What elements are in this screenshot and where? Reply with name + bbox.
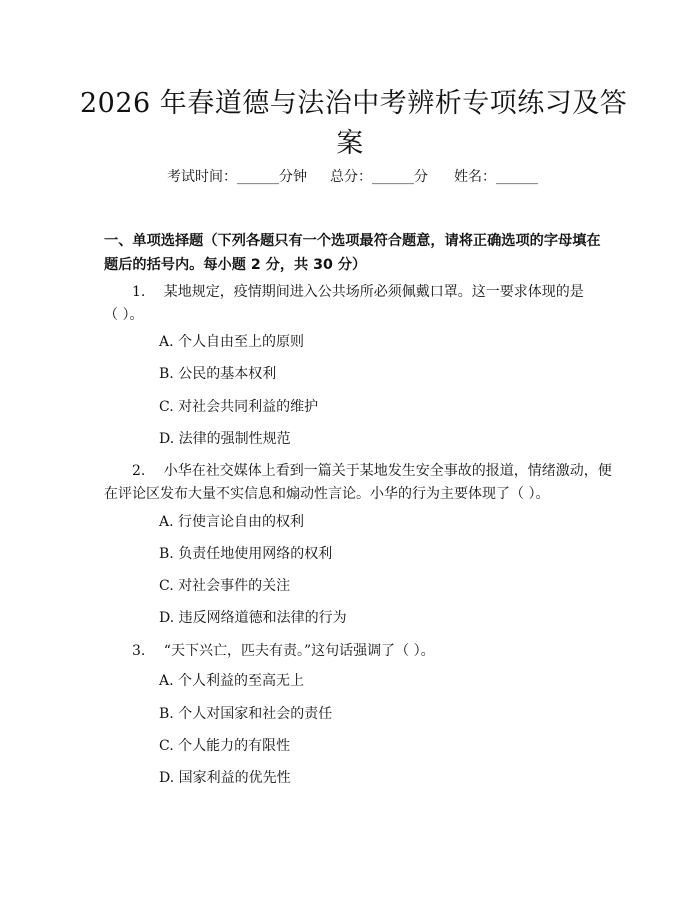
question-3-option-a: A. 个人利益的至高无上 bbox=[159, 673, 305, 689]
question-3-option-d: D. 国家利益的优先性 bbox=[159, 770, 291, 786]
section-heading bbox=[104, 229, 601, 277]
question-1-option-a: A. 个人自由至上的原则 bbox=[159, 334, 305, 350]
exam-time-field: 考试时间：______分钟 bbox=[167, 169, 307, 185]
question-2-stem: 2. 小华在社交媒体上看到一篇关于某地发生安全事故的报道，情绪激动，便 bbox=[132, 463, 612, 479]
question-3-stem: 3. “天下兴亡，匹夫有责。”这句话强调了（ ）。 bbox=[132, 643, 435, 659]
question-3-option-c: C. 个人能力的有限性 bbox=[159, 738, 291, 754]
document-title bbox=[80, 84, 628, 164]
student-name-field: 姓名：______ bbox=[454, 169, 538, 185]
section-heading-line-1: 一、单项选择题（下列各题只有一个选项最符合题意，请将正确选项的字母填在 bbox=[104, 233, 601, 249]
question-2-option-d: D. 违反网络道德和法律的行为 bbox=[159, 610, 347, 626]
question-1-stem-cont: （ ）。 bbox=[104, 307, 144, 323]
question-2-stem-cont: 在评论区发布大量不实信息和煽动性言论。小华的行为主要体现了（ ）。 bbox=[104, 486, 550, 502]
question-2 bbox=[104, 460, 612, 506]
question-3 bbox=[104, 640, 596, 663]
question-1-option-d: D. 法律的强制性规范 bbox=[159, 431, 291, 447]
total-score-field: 总分：______分 bbox=[330, 169, 428, 185]
title-line-2: 案 bbox=[336, 128, 364, 159]
question-3-option-b: B. 个人对国家和社会的责任 bbox=[159, 706, 333, 722]
question-2-option-b: B. 负责任地使用网络的权利 bbox=[159, 546, 333, 562]
question-1-stem: 1. 某地规定，疫情期间进入公共场所必须佩戴口罩。这一要求体现的是 bbox=[132, 284, 584, 300]
question-2-option-c: C. 对社会事件的关注 bbox=[159, 578, 291, 594]
question-1-option-c: C. 对社会共同利益的维护 bbox=[159, 399, 319, 415]
question-1 bbox=[104, 281, 596, 327]
question-2-option-a: A. 行使言论自由的权利 bbox=[159, 514, 305, 530]
title-line-1: 2026 年春道德与法治中考辨析专项练习及答 bbox=[80, 88, 628, 119]
section-heading-line-2: 题后的括号内。每小题 2 分，共 30 分） bbox=[104, 257, 367, 273]
question-1-option-b: B. 公民的基本权利 bbox=[159, 366, 277, 382]
